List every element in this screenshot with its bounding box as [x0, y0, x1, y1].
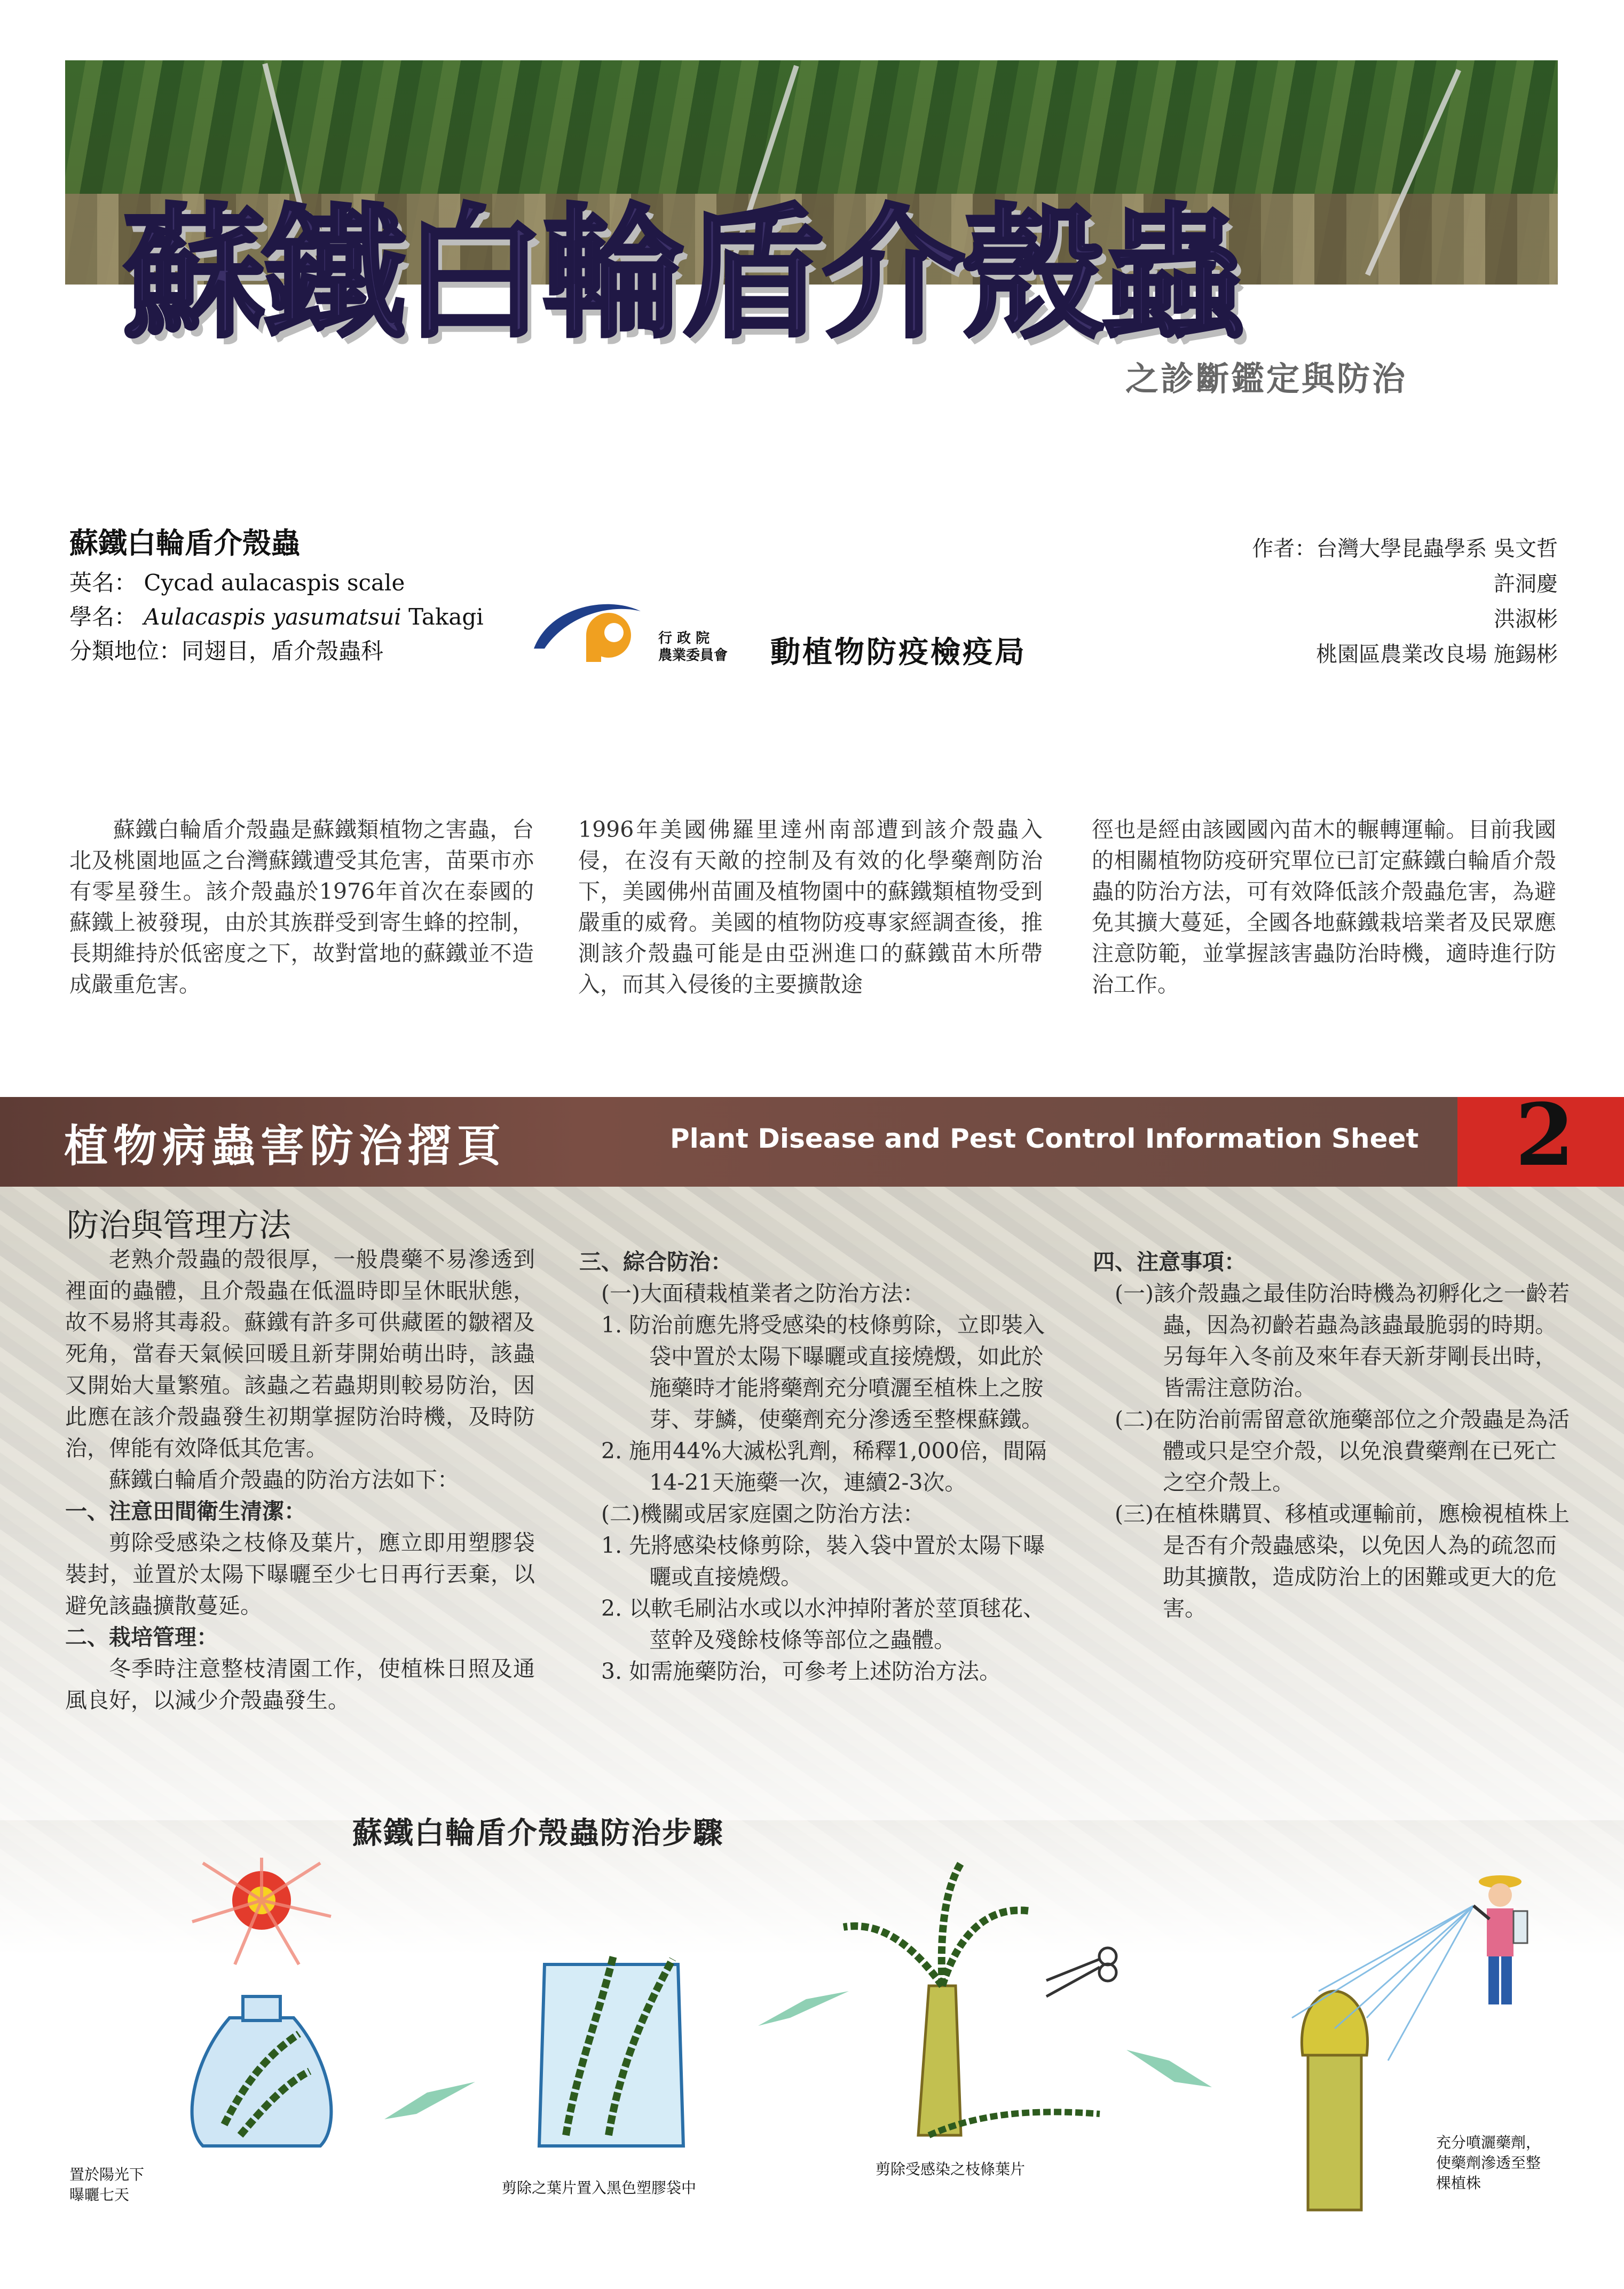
sprayed-trunk-icon [1302, 1991, 1367, 2210]
list-item: 1. 先將感染枝條剪除，裝入袋中置於太陽下曝曬或直接燒燬。 [601, 1533, 1045, 1590]
step-caption-spray: 充分噴灑藥劑， 使藥劑滲透至整 棵植株 [1436, 2134, 1541, 2192]
control-steps-illustration [0, 1858, 1624, 2242]
note-item: (一)該介殼蟲之最佳防治時機為初孵化之一齡若蟲，因為初齡若蟲為該蟲最脆弱的時期。另每年入冬前及來年春天新芽剛長出時，皆需注意防治。 [1115, 1281, 1570, 1401]
agency-name: 動植物防疫檢疫局 [770, 635, 1027, 670]
sheet-title-chinese: 植物病蟲害防治摺頁 [64, 1121, 507, 1172]
note-item: (二)在防治前需留意欲施藥部位之介殼蟲是為活體或只是空介殼，以免浪費藥劑在已死亡之空介殼上。 [1115, 1407, 1570, 1495]
list-item: 3. 如需施藥防治，可參考上述防治方法。 [601, 1659, 1002, 1684]
cycad-plant-icon [843, 1863, 1100, 2135]
taxonomy-line: 分類地位：同翅目，盾介殼蟲科 [69, 638, 384, 664]
author-line: 作者：台灣大學昆蟲學系 吳文哲 [1252, 536, 1558, 561]
section-title: 防治與管理方法 [67, 1207, 291, 1244]
authors-list [1252, 531, 1558, 672]
sheet-title-english: Plant Disease and Pest Control Information Sheet [670, 1123, 1419, 1154]
sheet-number: 2 [1515, 1085, 1575, 1185]
paragraph: 冬季時注意整枝清園工作，使植株日照及通風良好，以減少介殼蟲發生。 [65, 1656, 535, 1713]
author-line: 許洞慶 [1494, 572, 1558, 596]
step-caption-cut: 剪除受感染之枝條葉片 [876, 2160, 1026, 2178]
arrow-right-icon [1126, 2050, 1212, 2087]
heading-notes: 四、注意事項： [1093, 1249, 1246, 1275]
sun-icon [192, 1858, 331, 1964]
english-name-line: 英名： Cycad aulacaspis scale [69, 570, 405, 596]
steps-title: 蘇鐵白輪盾介殼蟲防治步驟 [352, 1816, 724, 1851]
heading-cultivation: 二、栽培管理： [65, 1624, 218, 1650]
step-caption-bag: 剪除之葉片置入黑色塑膠袋中 [502, 2179, 697, 2197]
list-item: 2. 施用44%大滅松乳劑，稀釋1,000倍，間隔14-21天施藥一次，連續2-3次。 [601, 1438, 1047, 1495]
subheading-home-gardens: (二)機關或居家庭園之防治方法： [601, 1501, 925, 1527]
heading-integrated-control: 三、綜合防治： [579, 1249, 732, 1275]
subheading-large-growers: (一)大面積栽植業者之防治方法： [601, 1281, 925, 1306]
agency-logo-icon [529, 590, 646, 665]
pest-name: 蘇鐵白輪盾介殼蟲 [69, 526, 300, 560]
management-column-3 [1093, 1246, 1573, 1624]
open-bag-icon [539, 1954, 683, 2146]
arrow-left-icon [758, 1991, 849, 2026]
list-item: 1. 防治前應先將受感染的枝條剪除，立即裝入袋中置於太陽下曝曬或直接燒燬，如此於施藥時才能將藥劑充分噴灑至植株上之胺芽、芽鱗，使藥劑充分滲透至整棵蘇鐵。 [601, 1312, 1045, 1432]
author-line: 桃園區農業改良場 施錫彬 [1316, 642, 1558, 667]
scientific-name-line: 學名： Aulacaspis yasumatsui Takagi [69, 604, 484, 630]
arrow-left-icon [384, 2082, 475, 2119]
paragraph: 老熟介殼蟲的殼很厚，一般農藥不易滲透到裡面的蟲體，且介殼蟲在低溫時即呈休眠狀態，故不易將其毒殺。蘇鐵有許多可供藏匿的皺褶及死角，當春天氣候回暖且新芽開始萌出時，該蟲又開始大量繁殖。該蟲之若蟲期則較易防治，因此應在該介殼蟲發生初期掌握防治時機，及時防治，俾能有效降低其危害。 [65, 1246, 535, 1461]
intro-paragraph-2: 1996年美國佛羅里達州南部遭到該介殼蟲入侵，在沒有天敵的控制及有效的化學藥劑防治下，美國佛州苗圃及植物園中的蘇鐵類植物受到嚴重的威脅。美國的植物防疫專家經調查後，推測該介殼蟲可能是由亞洲進口的蘇鐵苗木所帶入，而其入侵後的主要擴散途 [578, 817, 1043, 997]
heading-sanitation: 一、注意田間衛生清潔： [65, 1498, 306, 1524]
step-caption-sun: 置於陽光下 曝曬七天 [69, 2166, 145, 2204]
main-title: 蘇鐵白輪盾介殼蟲 [123, 191, 1242, 358]
agency-council: 行 政 院 農業委員會 [658, 630, 728, 664]
intro-paragraph-1: 蘇鐵白輪盾介殼蟲是蘇鐵類植物之害蟲，台北及桃園地區之台灣蘇鐵遭受其危害，苗栗市亦有零星發生。該介殼蟲於1976年首次在泰國的蘇鐵上被發現，由於其族群受到寄生蜂的控制，長期維持於低密度之下，故對當地的蘇鐵並不造成嚴重危害。 [69, 817, 534, 997]
paragraph: 剪除受感染之枝條及葉片，應立即用塑膠袋裝封，並置於太陽下曝曬至少七日再行丟棄，以避免該蟲擴散蔓延。 [65, 1530, 535, 1619]
farmer-spraying-icon [1473, 1875, 1527, 2004]
author-line: 洪淑彬 [1494, 607, 1558, 632]
management-column-1 [65, 1244, 535, 1716]
sealed-bag-icon [192, 1996, 332, 2146]
intro-paragraph-3: 徑也是經由該國國內苗木的輾轉運輸。目前我國的相關植物防疫研究單位已訂定蘇鐵白輪盾介殼蟲的防治方法，可有效降低該介殼蟲危害，為避免其擴大蔓延，全國各地蘇鐵栽培業者及民眾應注意防範，並掌握該害蟲防治時機，適時進行防治工作。 [1092, 817, 1556, 997]
list-item: 2. 以軟毛刷沾水或以水沖掉附著於莖頂毬花、莖幹及殘餘枝條等部位之蟲體。 [601, 1596, 1045, 1653]
pest-info [69, 566, 484, 668]
paragraph: 蘇鐵白輪盾介殼蟲的防治方法如下： [109, 1467, 459, 1493]
sub-title: 之診斷鑑定與防治 [1125, 359, 1408, 398]
note-item: (三)在植株購買、移植或運輸前，應檢視植株上是否有介殼蟲感染，以免因人為的疏忽而助其擴散，造成防治上的困難或更大的危害。 [1115, 1501, 1570, 1621]
management-column-2 [579, 1246, 1060, 1687]
scissors-icon [1046, 1948, 1116, 1996]
